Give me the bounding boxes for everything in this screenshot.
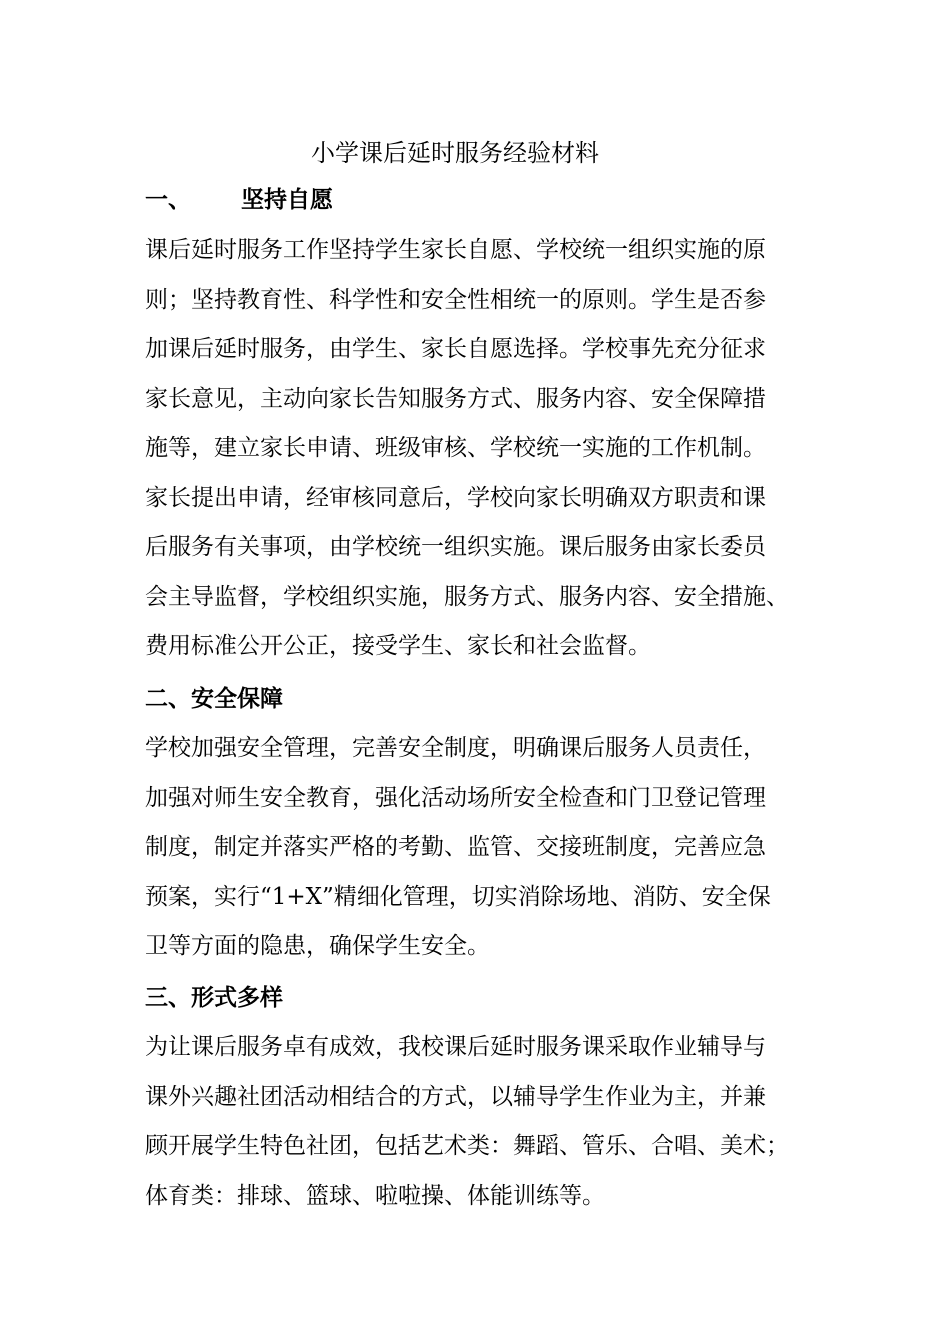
paragraph-line: 预案，实行“1+X”精细化管理，切实消除场地、消防、安全保: [145, 883, 771, 910]
section-paragraph-2: [145, 724, 817, 972]
section-number: 一、: [145, 187, 191, 213]
section-heading-3: [145, 982, 283, 1014]
section-title: 坚持自愿: [241, 187, 333, 213]
section-heading-1: [145, 184, 333, 216]
paragraph-line: 后服务有关事项，由学校统一组织实施。课后服务由家长委员: [145, 534, 766, 560]
section-title: 安全保障: [191, 686, 283, 712]
paragraph-line: 加强对师生安全教育，强化活动场所安全检查和门卫登记管理: [145, 784, 766, 811]
paragraph-line: 课后延时服务工作坚持学生家长自愿、学校统一组织实施的原: [145, 237, 766, 263]
paragraph-line: 家长提出申请，经审核同意后，学校向家长明确双方职责和课: [145, 484, 766, 511]
paragraph-line: 卫等方面的隐患，确保学生安全。: [145, 933, 490, 959]
page-title: 小学课后延时服务经验材料: [311, 139, 599, 167]
paragraph-line: 施等，建立家长申请、班级审核、学校统一实施的工作机制。: [145, 435, 766, 461]
paragraph-line: 制度，制定并落实严格的考勤、监管、交接班制度，完善应急: [145, 834, 766, 860]
section-paragraph-3: [145, 1023, 817, 1221]
paragraph-line: 课外兴趣社团活动相结合的方式，以辅导学生作业为主，并兼: [145, 1083, 766, 1110]
paragraph-line: 则；坚持教育性、科学性和安全性相统一的原则。学生是否参: [145, 286, 766, 313]
paragraph-line: 会主导监督，学校组织实施，服务方式、服务内容、安全措施、: [145, 583, 789, 610]
paragraph-line: 为让课后服务卓有成效，我校课后延时服务课采取作业辅导与: [145, 1034, 766, 1060]
section-number: 二、: [145, 686, 191, 712]
paragraph-line: 学校加强安全管理，完善安全制度，明确课后服务人员责任，: [145, 735, 766, 761]
paragraph-line: 体育类：排球、篮球、啦啦操、体能训练等。: [145, 1182, 605, 1209]
section-heading-2: [145, 683, 283, 715]
section-paragraph-1: [145, 226, 817, 672]
paragraph-line: 费用标准公开公正，接受学生、家长和社会监督。: [145, 633, 651, 659]
paragraph-line: 加课后延时服务，由学生、家长自愿选择。学校事先充分征求: [145, 336, 766, 362]
paragraph-line: 顾开展学生特色社团，包括艺术类：舞蹈、管乐、合唱、美术；: [145, 1133, 789, 1159]
section-title: 形式多样: [191, 985, 283, 1011]
section-number: 三、: [145, 985, 191, 1011]
paragraph-line: 家长意见，主动向家长告知服务方式、服务内容、安全保障措: [145, 385, 766, 412]
